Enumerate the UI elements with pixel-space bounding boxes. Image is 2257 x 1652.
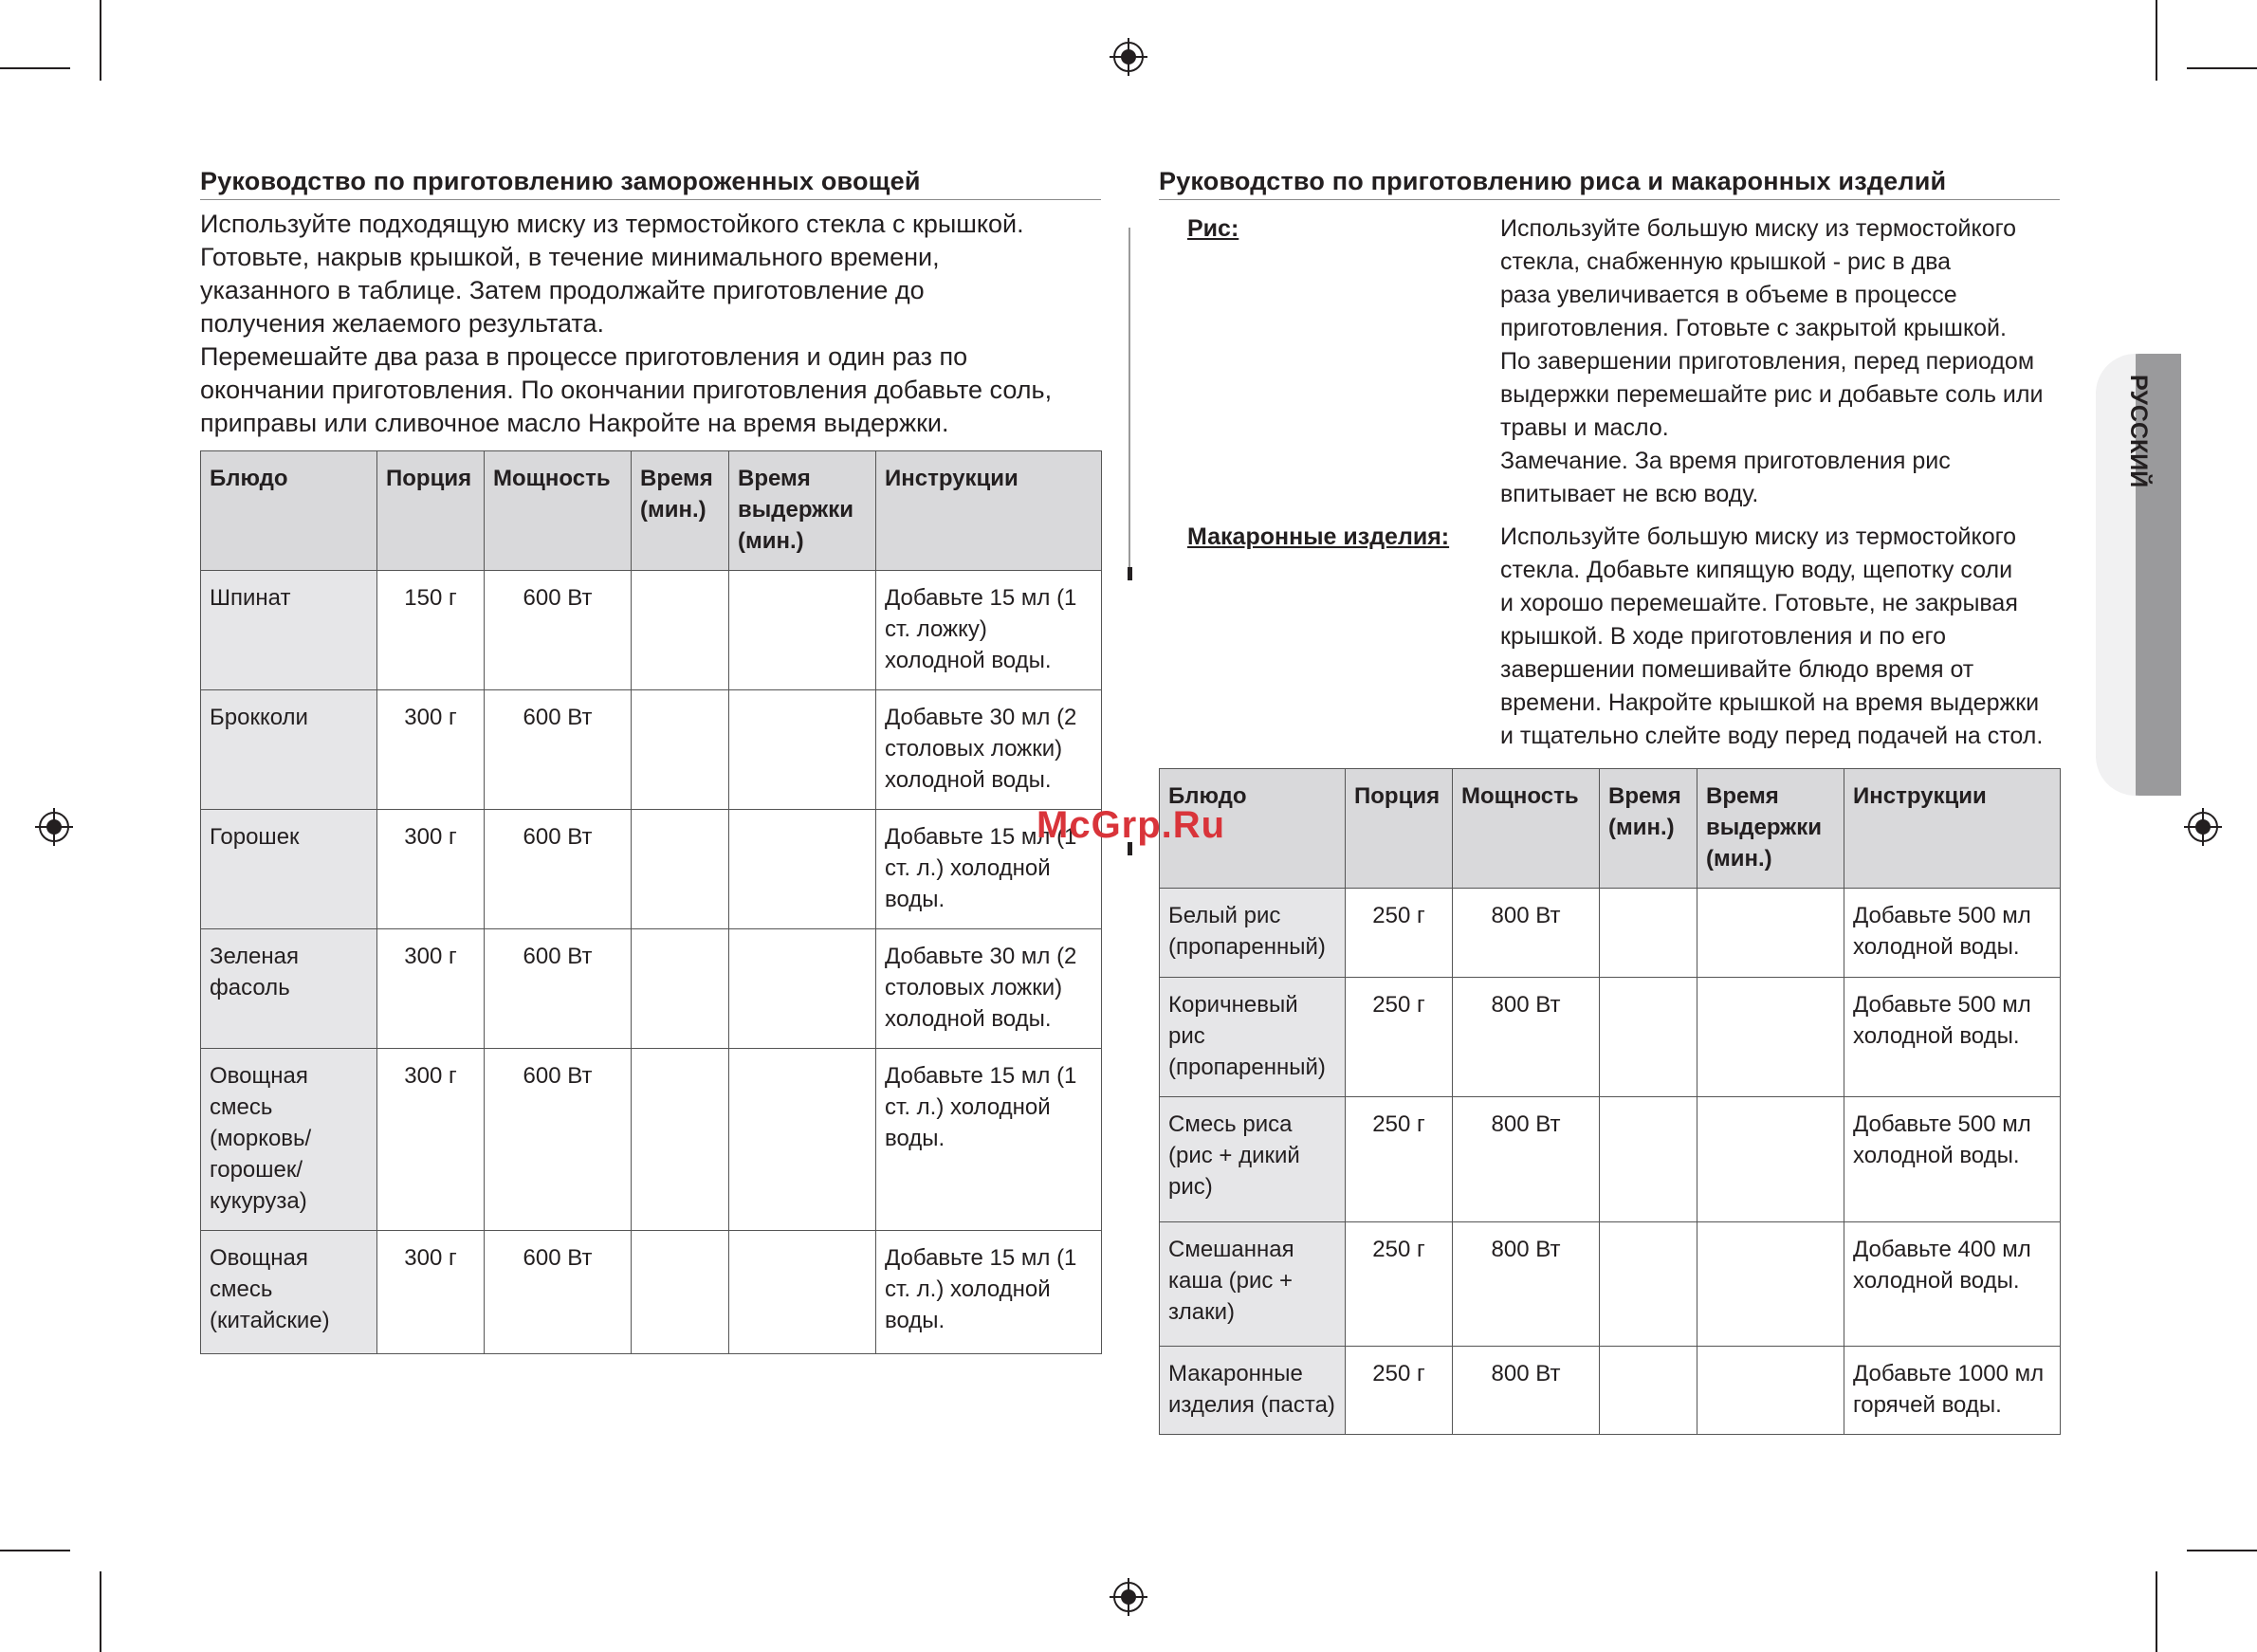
definition-line: времени. Накройте крышкой на время выдержки (1500, 689, 2040, 716)
definition-text (1500, 521, 2069, 753)
header-power: Мощность (485, 451, 632, 571)
cell-standing (729, 1049, 876, 1231)
cell-power: 800 Вт (1453, 1097, 1600, 1222)
header-time: Время (мин.) (1600, 769, 1697, 889)
table-row (1160, 889, 2061, 978)
crop-mark (2156, 1571, 2157, 1652)
cell-power: 600 Вт (485, 1231, 632, 1354)
rice-definition (1187, 212, 2069, 516)
cell-dish: Смешанная каша (рис + злаки) (1160, 1222, 1346, 1347)
definition-term: Макаронные изделия: (1187, 523, 1450, 550)
cell-portion: 250 г (1346, 978, 1453, 1097)
header-instructions: Инструкции (876, 451, 1102, 571)
definition-line: Используйте большую миску из термостойкого (1500, 523, 2017, 550)
crop-mark (0, 1550, 70, 1551)
cell-dish: Коричневый рис (пропаренный) (1160, 978, 1346, 1097)
intro-line: Перемешайте два раза в процессе приготовления и один раз по (200, 342, 968, 371)
cell-instructions: Добавьте 15 мл (1 ст. л.) холодной воды. (876, 1231, 1102, 1354)
cell-power: 600 Вт (485, 571, 632, 690)
crop-mark (2187, 67, 2257, 69)
cell-instructions: Добавьте 15 мл (1 ст. ложку) холодной воды. (876, 571, 1102, 690)
cell-standing (729, 810, 876, 929)
cell-portion: 250 г (1346, 889, 1453, 978)
left-title-rule (200, 199, 1101, 200)
intro-line: приправы или сливочное масло Накройте на время выдержки. (200, 409, 949, 437)
header-dish: Блюдо (1160, 769, 1346, 889)
registration-mark-icon (35, 808, 73, 846)
crop-mark (2187, 1550, 2257, 1551)
cell-power: 800 Вт (1453, 1347, 1600, 1435)
definition-line: и тщательно слейте воду перед подачей на стол. (1500, 723, 2044, 749)
cell-standing (1697, 978, 1844, 1097)
table-row (201, 929, 1102, 1049)
cell-instructions: Добавьте 15 мл (1 ст. л.) холодной воды. (876, 810, 1102, 929)
cell-dish: Овощная смесь (китайские) (201, 1231, 377, 1354)
cell-time (1600, 1222, 1697, 1347)
watermark: McGrp.Ru (1037, 804, 1226, 846)
definition-line: впитывает не всю воду. (1500, 481, 1759, 507)
registration-mark-icon (1110, 38, 1147, 76)
cell-time (1600, 978, 1697, 1097)
definition-line: Используйте большую миску из термостойкого (1500, 215, 2017, 242)
table-row (201, 1049, 1102, 1231)
cell-power: 600 Вт (485, 810, 632, 929)
cell-time (632, 1231, 729, 1354)
table-row (1160, 1347, 2061, 1435)
header-time: Время (мин.) (632, 451, 729, 571)
table-row (201, 1231, 1102, 1354)
cell-instructions: Добавьте 1000 мл горячей воды. (1844, 1347, 2061, 1435)
cell-instructions: Добавьте 400 мл холодной воды. (1844, 1222, 2061, 1347)
cell-standing (729, 929, 876, 1049)
header-portion: Порция (1346, 769, 1453, 889)
cell-portion: 300 г (377, 1231, 485, 1354)
cell-instructions: Добавьте 15 мл (1 ст. л.) холодной воды. (876, 1049, 1102, 1231)
cell-standing (729, 571, 876, 690)
definition-line: и хорошо перемешайте. Готовьте, не закрывая (1500, 590, 2018, 616)
pasta-definition (1187, 521, 2069, 758)
header-portion: Порция (377, 451, 485, 571)
crop-mark (0, 67, 70, 69)
cell-portion: 300 г (377, 929, 485, 1049)
intro-line: Используйте подходящую миску из термостойкого стекла с крышкой. (200, 210, 1024, 238)
cell-time (1600, 889, 1697, 978)
intro-line: указанного в таблице. Затем продолжайте приготовление до (200, 276, 925, 304)
cell-dish: Горошек (201, 810, 377, 929)
crop-mark (100, 1571, 101, 1652)
table-row (1160, 978, 2061, 1097)
table-row (201, 810, 1102, 929)
left-section-title: Руководство по приготовлению замороженных овощей (200, 167, 921, 195)
definition-line: раза увеличивается в объеме в процессе (1500, 282, 1957, 308)
cell-standing (729, 690, 876, 810)
cell-portion: 300 г (377, 690, 485, 810)
rice-pasta-table (1159, 768, 2061, 1435)
definition-line: приготовления. Готовьте с закрытой крышкой. (1500, 315, 2007, 341)
table-row (201, 690, 1102, 810)
cell-portion: 300 г (377, 810, 485, 929)
right-title-rule (1159, 199, 2060, 200)
crop-mark (100, 0, 101, 81)
intro-line: получения желаемого результата. (200, 309, 605, 338)
header-standing-time: Время выдержки (мин.) (729, 451, 876, 571)
cell-dish: Белый рис (пропаренный) (1160, 889, 1346, 978)
cell-dish: Смесь риса (рис + дикий рис) (1160, 1097, 1346, 1222)
cell-standing (729, 1231, 876, 1354)
cell-instructions: Добавьте 500 мл холодной воды. (1844, 1097, 2061, 1222)
cell-dish: Зеленая фасоль (201, 929, 377, 1049)
definition-line: крышкой. В ходе приготовления и по его (1500, 623, 1947, 650)
definition-line: выдержки перемешайте рис и добавьте соль или (1500, 381, 2044, 408)
definition-line: стекла. Добавьте кипящую воду, щепотку соли (1500, 557, 2013, 583)
cell-power: 600 Вт (485, 1049, 632, 1231)
intro-line: окончании приготовления. По окончании приготовления добавьте соль, (200, 376, 1053, 404)
cell-portion: 300 г (377, 1049, 485, 1231)
cell-standing (1697, 1222, 1844, 1347)
language-tab-label: РУССКИЙ (2125, 375, 2152, 488)
header-power: Мощность (1453, 769, 1600, 889)
cell-portion: 150 г (377, 571, 485, 690)
cell-time (632, 929, 729, 1049)
cell-standing (1697, 1097, 1844, 1222)
cell-time (632, 571, 729, 690)
table-row (1160, 1222, 2061, 1347)
intro-line: Готовьте, накрыв крышкой, в течение минимального времени, (200, 243, 940, 271)
cell-portion: 250 г (1346, 1222, 1453, 1347)
cell-time (632, 690, 729, 810)
left-intro (200, 208, 1110, 440)
registration-mark-icon (2184, 808, 2222, 846)
cell-portion: 250 г (1346, 1347, 1453, 1435)
frozen-vegetables-table (200, 450, 1102, 1354)
cell-portion: 250 г (1346, 1097, 1453, 1222)
cell-power: 800 Вт (1453, 889, 1600, 978)
cell-time (632, 1049, 729, 1231)
right-section-title: Руководство по приготовлению риса и макаронных изделий (1159, 167, 1947, 195)
cell-power: 800 Вт (1453, 978, 1600, 1097)
fold-tick (1128, 567, 1132, 580)
cell-power: 600 Вт (485, 690, 632, 810)
header-standing-time: Время выдержки (мин.) (1697, 769, 1844, 889)
cell-power: 600 Вт (485, 929, 632, 1049)
cell-standing (1697, 889, 1844, 978)
definition-text (1500, 212, 2069, 511)
cell-time (632, 810, 729, 929)
header-dish: Блюдо (201, 451, 377, 571)
header-instructions: Инструкции (1844, 769, 2061, 889)
registration-mark-icon (1110, 1578, 1147, 1616)
cell-instructions: Добавьте 30 мл (2 столовых ложки) холодной воды. (876, 929, 1102, 1049)
crop-mark (2156, 0, 2157, 81)
definition-line: травы и масло. (1500, 414, 1669, 441)
definition-line: Замечание. За время приготовления рис (1500, 448, 1951, 474)
cell-instructions: Добавьте 500 мл холодной воды. (1844, 889, 2061, 978)
cell-power: 800 Вт (1453, 1222, 1600, 1347)
cell-dish: Шпинат (201, 571, 377, 690)
cell-instructions: Добавьте 500 мл холодной воды. (1844, 978, 2061, 1097)
table-row (201, 571, 1102, 690)
fold-line (1128, 228, 1130, 569)
cell-time (1600, 1347, 1697, 1435)
definition-term: Рис: (1187, 215, 1239, 242)
cell-standing (1697, 1347, 1844, 1435)
cell-time (1600, 1097, 1697, 1222)
cell-instructions: Добавьте 30 мл (2 столовых ложки) холодной воды. (876, 690, 1102, 810)
definition-line: стекла, снабженную крышкой - рис в два (1500, 248, 1952, 275)
cell-dish: Брокколи (201, 690, 377, 810)
cell-dish: Макаронные изделия (паста) (1160, 1347, 1346, 1435)
definition-line: завершении помешивайте блюдо время от (1500, 656, 1974, 683)
table-row (1160, 1097, 2061, 1222)
definition-line: По завершении приготовления, перед периодом (1500, 348, 2035, 375)
cell-dish: Овощная смесь (морковь/ горошек/ кукуруза) (201, 1049, 377, 1231)
